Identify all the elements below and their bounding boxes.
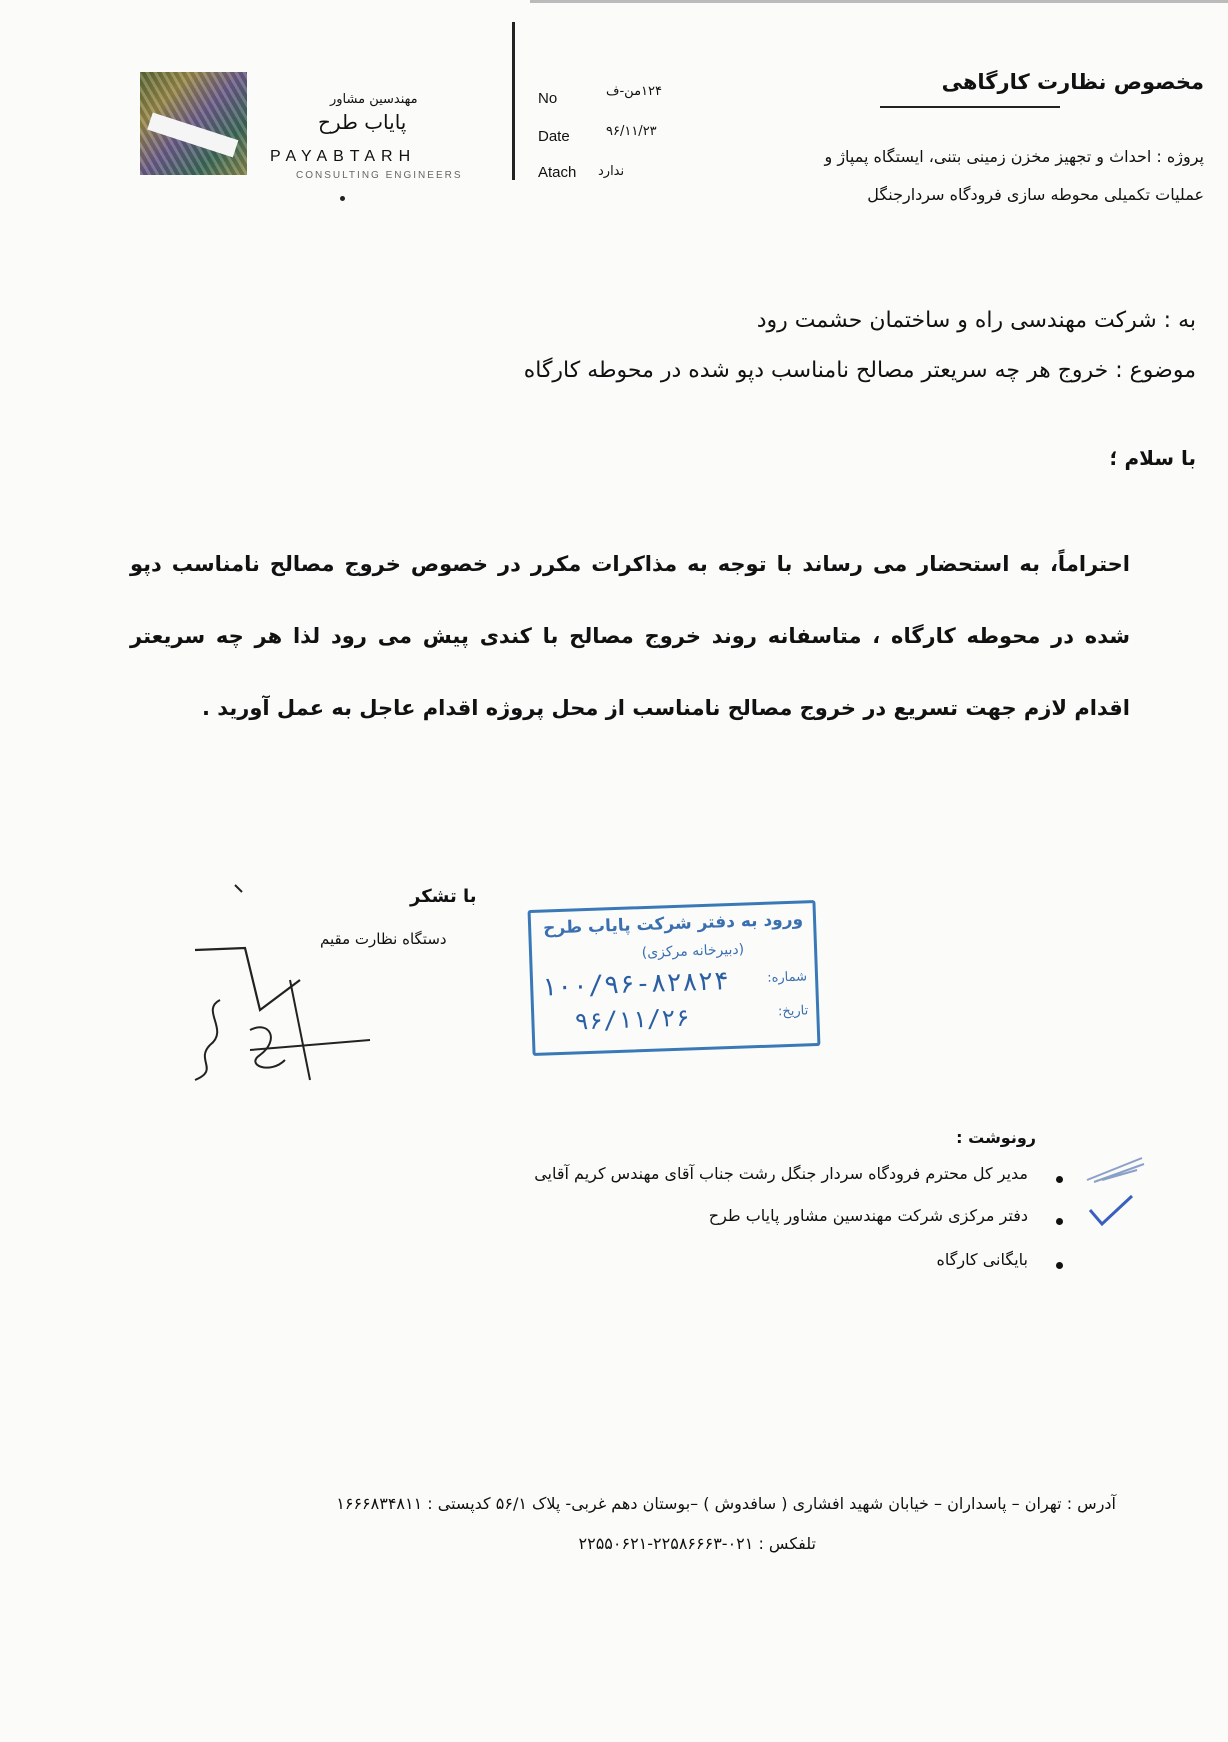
stamp-title: ورود به دفتر شرکت پایاب طرح — [542, 909, 804, 939]
project-line-1: پروژه : احداث و تجهیز مخزن زمینی بتنی، ایستگاه پمپاژ و — [824, 147, 1204, 166]
stamp-date-label: تاریخ: — [777, 1003, 809, 1020]
greeting: با سلام ؛ — [1109, 446, 1196, 470]
scan-edge — [530, 0, 1228, 3]
no-label: No — [538, 90, 558, 107]
project-block — [684, 138, 1204, 214]
cc-bullet — [1056, 1262, 1063, 1269]
entry-stamp — [528, 900, 821, 1056]
header-title: مخصوص نظارت کارگاهی — [941, 70, 1204, 94]
cc-bullet — [1056, 1218, 1063, 1225]
cc-item: بایگانی کارگاه — [936, 1250, 1028, 1269]
addressee: به : شرکت مهندسی راه و ساختمان حشمت رود — [756, 308, 1196, 333]
pen-scribble — [1082, 1150, 1152, 1190]
footer-address: آدرس : تهران – پاسداران – خیابان شهید افشاری ( سافدوش ) –بوستان دهم غربی- پلاک ۵۶/۱ کدپستی : ۱۶۶۶۸۳۴۸۱۱ — [336, 1494, 1116, 1513]
project-line-2: عملیات تکمیلی محوطه سازی فرودگاه سردارجنگل — [867, 185, 1204, 204]
signatory-title: دستگاه نظارت مقیم — [320, 930, 447, 948]
cc-item: مدیر کل محترم فرودگاه سردار جنگل رشت جناب آقای مهندس کریم آقایی — [534, 1164, 1028, 1183]
attach-label: Atach — [538, 164, 577, 181]
firm-subtitle: CONSULTING ENGINEERS — [296, 170, 463, 181]
stamp-number-value: ۱۰۰/۹۶-۸۲۸۲۴ — [540, 966, 730, 1003]
check-mark-icon — [1086, 1192, 1136, 1232]
firm-name-english: PAYABTARH — [270, 148, 417, 165]
header-underline — [880, 106, 1060, 108]
no-value: ۱۲۴من-ف — [606, 84, 662, 99]
dot-mark — [340, 196, 345, 201]
footer-phone: تلفکس : ۰۲۱-۲۲۵۸۶۶۶۳-۲۲۵۵۰۶۲۱ — [578, 1534, 816, 1553]
date-value: ۹۶/۱۱/۲۳ — [606, 124, 657, 139]
header-divider — [512, 22, 515, 180]
cc-bullet — [1056, 1176, 1063, 1183]
cc-item: دفتر مرکزی شرکت مهندسین مشاور پایاب طرح — [708, 1206, 1028, 1225]
firm-name-label: مهندسین مشاور — [330, 92, 418, 107]
date-label: Date — [538, 128, 570, 145]
stamp-subtitle: (دبیرخانه مرکزی) — [641, 941, 745, 962]
attach-value: ندارد — [598, 164, 625, 179]
stamp-number-label: شماره: — [766, 969, 808, 986]
signature — [190, 880, 380, 1090]
stamp-date-value: ۹۶/۱۱/۲۶ — [573, 1003, 691, 1036]
firm-name-persian: پایاب طرح — [318, 110, 407, 134]
closing-thanks: با تشکر — [410, 886, 477, 907]
subject: موضوع : خروج هر چه سریعتر مصالح نامناسب دپو شده در محوطه کارگاه — [523, 358, 1196, 383]
cc-title: رونوشت : — [956, 1128, 1036, 1147]
letter-body: احتراماً، به استحضار می رساند با توجه به مذاکرات مکرر در خصوص خروج مصالح نامناسب دپو شده در محوطه کارگاه ، متاسفانه روند خروج مصالح با کندی پیش می رود لذا هر چه سریعتر اقدام لازم جهت تسریع در خروج مصالح نامناسب از محل پروژه اقدام عاجل به عمل آورید . — [130, 552, 1130, 720]
